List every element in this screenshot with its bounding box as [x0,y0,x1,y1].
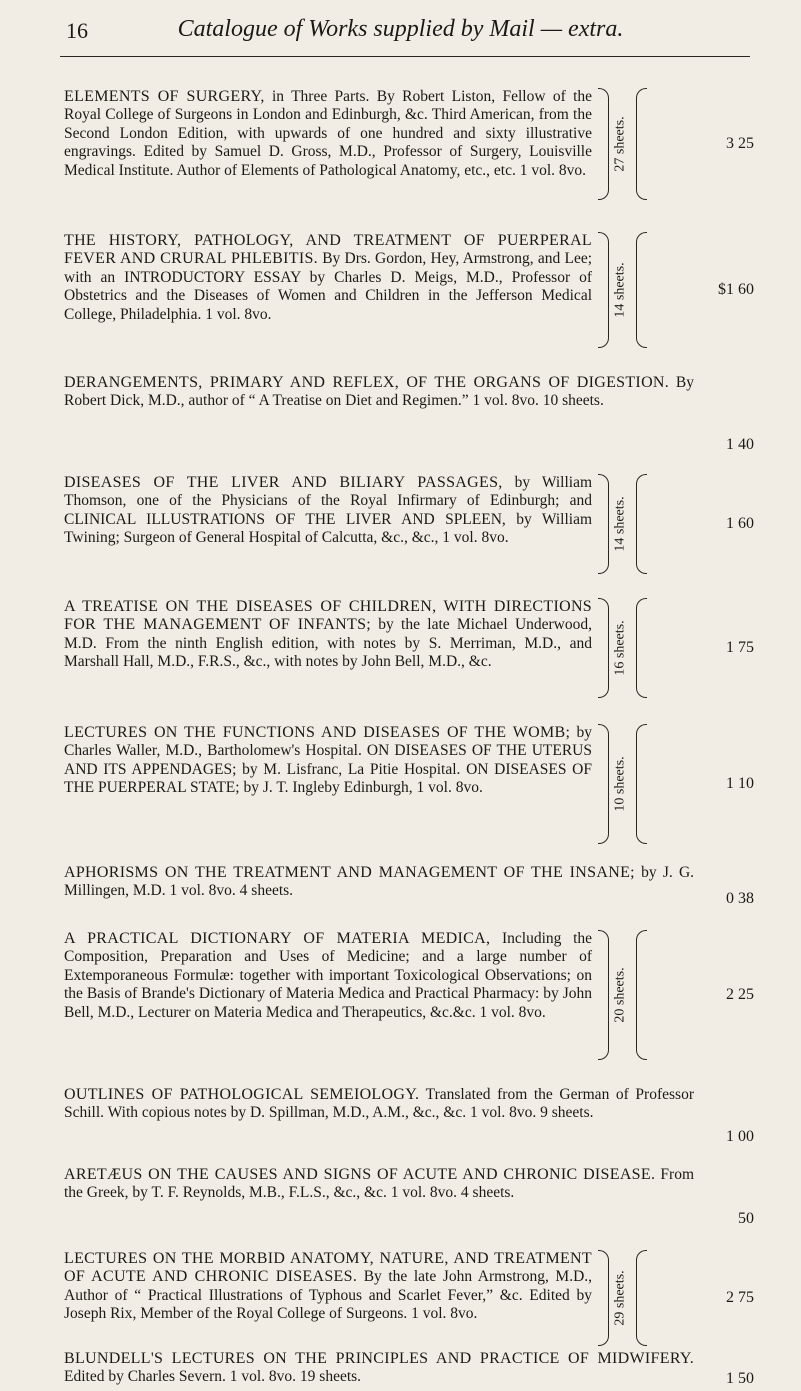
entry-title: A PRACTICAL DICTIONARY OF MATERIA MEDICA, [64,930,491,947]
entry-price: 1 75 [726,639,754,656]
sheet-count: 27 sheets. [613,116,628,172]
entry-price: 50 [734,1210,754,1228]
entry-title: ARETÆUS ON THE CAUSES AND SIGNS OF ACUTE AND CHRONIC DISEASE. [64,1166,656,1183]
entry-text: By the late John Armstrong, M.D., Author of “ Practical Illustrations of Typhous and Scarlet Fever,” &c. Edited by Joseph Rix, Member of the Royal College of Surgeons. 1 vol. 8vo. [64,1268,593,1323]
entry-price: 1 10 [726,775,754,792]
entry-text: by William Thomson, one of the Physicians of the Royal Infirmary of Edinburgh; and CLINICAL ILLUSTRATIONS OF THE LIVER AND SPLEEN, by William Twining; Surgeon of General Hospital of Calcutta, &c., &c., 1 vol. 8vo. [64,474,593,547]
page-number: 16 [66,18,88,43]
sheet-count: 14 sheets. [613,262,628,318]
entry-price: 0 38 [722,890,754,908]
sheet-count: 29 sheets. [613,1270,628,1326]
entry-description [64,1166,694,1203]
entry-text: By Drs. Gordon, Hey, Armstrong, and Lee; with an INTRODUCTORY ESSAY by Charles D. Meigs, M.D., Professor of Obstetrics and the Diseases of Women and Children in the Jefferson Medical College, Philadelphia. 1 vol. 8vo. [64,250,593,323]
entry-price: 1 60 [726,515,754,532]
entry-title: OUTLINES OF PATHOLOGICAL SEMEIOLOGY. [64,1086,420,1103]
entry-price: $1 60 [718,281,754,298]
catalogue-entry [64,1166,754,1228]
entry-price: 2 75 [726,1289,754,1306]
catalogue-entry [64,864,754,908]
entry-title: THE HISTORY, PATHOLOGY, AND TREATMENT OF PUERPERAL FEVER AND CRURAL PHLEBITIS. [64,232,592,268]
entry-description [64,598,592,672]
entry-description [64,930,592,1022]
entry-title: LECTURES ON THE MORBID ANATOMY, NATURE, AND TREATMENT OF ACUTE AND CHRONIC DISEASES. [64,1250,592,1286]
entry-text: Translated from the German of Professor Schill. With copious notes by D. Spillman, M.D., A.M., &c., &c. 1 vol. 8vo. 9 sheets. [64,1086,694,1122]
entry-text: Including the Composition, Preparation and Uses of Medicine; and a large number of Extemporaneous Formulæ: together with important Toxicological Observations; on the Basis of Brande's Dictionary of Materia Medica and Practical Pharmacy: by John Bell, M.D., Lecturer on Materia Medica and Therapeutics, &c.&c. 1 vol. 8vo. [64,930,593,1021]
catalogue-entry [64,88,754,200]
entry-text: By Robert Dick, M.D., author of “ A Treatise on Diet and Regimen.” 1 vol. 8vo. 10 sheets. [64,374,694,410]
entry-text: by Charles Waller, M.D., Bartholomew's Hospital. ON DISEASES OF THE UTERUS AND ITS APPENDAGES; by M. Lisfranc, La Pitie Hospital. ON DISEASES OF THE PUERPERAL STATE; by J. T. Ingleby Edinburgh, 1 vol. 8vo. [64,724,593,797]
entry-text: by the late Michael Underwood, M.D. From the ninth English edition, with notes by S. Merriman, M.D., and Marshall Hall, M.D., F.R.S., &c., with notes by John Bell, M.D., &c. [64,616,592,671]
entry-title: ELEMENTS OF SURGERY, [64,88,265,105]
sheet-count: 10 sheets. [613,756,628,812]
entry-description [64,374,694,411]
catalogue-entry [64,474,754,574]
entry-description [64,1086,694,1123]
entry-title: DISEASES OF THE LIVER AND BILIARY PASSAGES, [64,474,503,491]
catalogue-entry [64,232,754,348]
catalogue-entry [64,1086,754,1146]
entry-text: Edited by Charles Severn. 1 vol. 8vo. 19 sheets. [64,1368,362,1386]
entry-title: BLUNDELL'S LECTURES ON THE PRINCIPLES AND PRACTICE OF MIDWIFERY. [64,1350,694,1367]
entry-price: 3 25 [726,135,754,152]
sheet-count: 14 sheets. [613,496,628,552]
sheet-count: 20 sheets. [613,967,628,1023]
catalogue-entry [64,1350,754,1388]
entry-price: 1 00 [722,1128,754,1146]
entry-price: 1 50 [722,1370,754,1388]
catalogue-entry [64,724,754,844]
entry-description [64,88,592,180]
page-header [0,0,801,60]
entry-description [64,1250,592,1324]
catalogue-entry [64,598,754,698]
entry-description [64,1350,694,1387]
catalogue-entry [64,374,754,454]
entry-title: APHORISMS ON THE TREATMENT AND MANAGEMENT OF THE INSANE; [64,864,635,881]
catalogue-entry [64,930,754,1060]
header-rule [60,56,750,57]
entry-text: in Three Parts. By Robert Liston, Fellow of the Royal College of Surgeons in London and Edinburgh, &c. Third American, from the Second London Edition, with upwards of one hundred and sixty illustrative engravings. Edited by Samuel D. Gross, M.D., Professor of Surgery, Louisville Medical Institute. Author of Elements of Pathological Anatomy, etc., etc. 1 vol. 8vo. [64,88,593,179]
entry-title: DERANGEMENTS, PRIMARY AND REFLEX, OF THE ORGANS OF DIGESTION. [64,374,670,391]
entry-text: by J. G. Millingen, M.D. 1 vol. 8vo. 4 sheets. [64,864,695,900]
entry-price: 1 40 [722,436,754,454]
catalogue-entry [64,1250,754,1346]
entry-price: 2 25 [726,986,754,1003]
entry-title: LECTURES ON THE FUNCTIONS AND DISEASES OF THE WOMB; [64,724,571,741]
entry-description [64,232,592,324]
entry-description [64,474,592,548]
running-title: Catalogue of Works supplied by Mail — extra. [177,16,624,42]
entry-text: From the Greek, by T. F. Reynolds, M.B., F.L.S., &c., &c. 1 vol. 8vo. 4 sheets. [64,1166,695,1202]
entry-title: A TREATISE ON THE DISEASES OF CHILDREN, WITH DIRECTIONS FOR THE MANAGEMENT OF INFANTS; [64,598,592,634]
sheet-count: 16 sheets. [613,620,628,676]
entry-description [64,724,592,798]
entry-description [64,864,694,901]
